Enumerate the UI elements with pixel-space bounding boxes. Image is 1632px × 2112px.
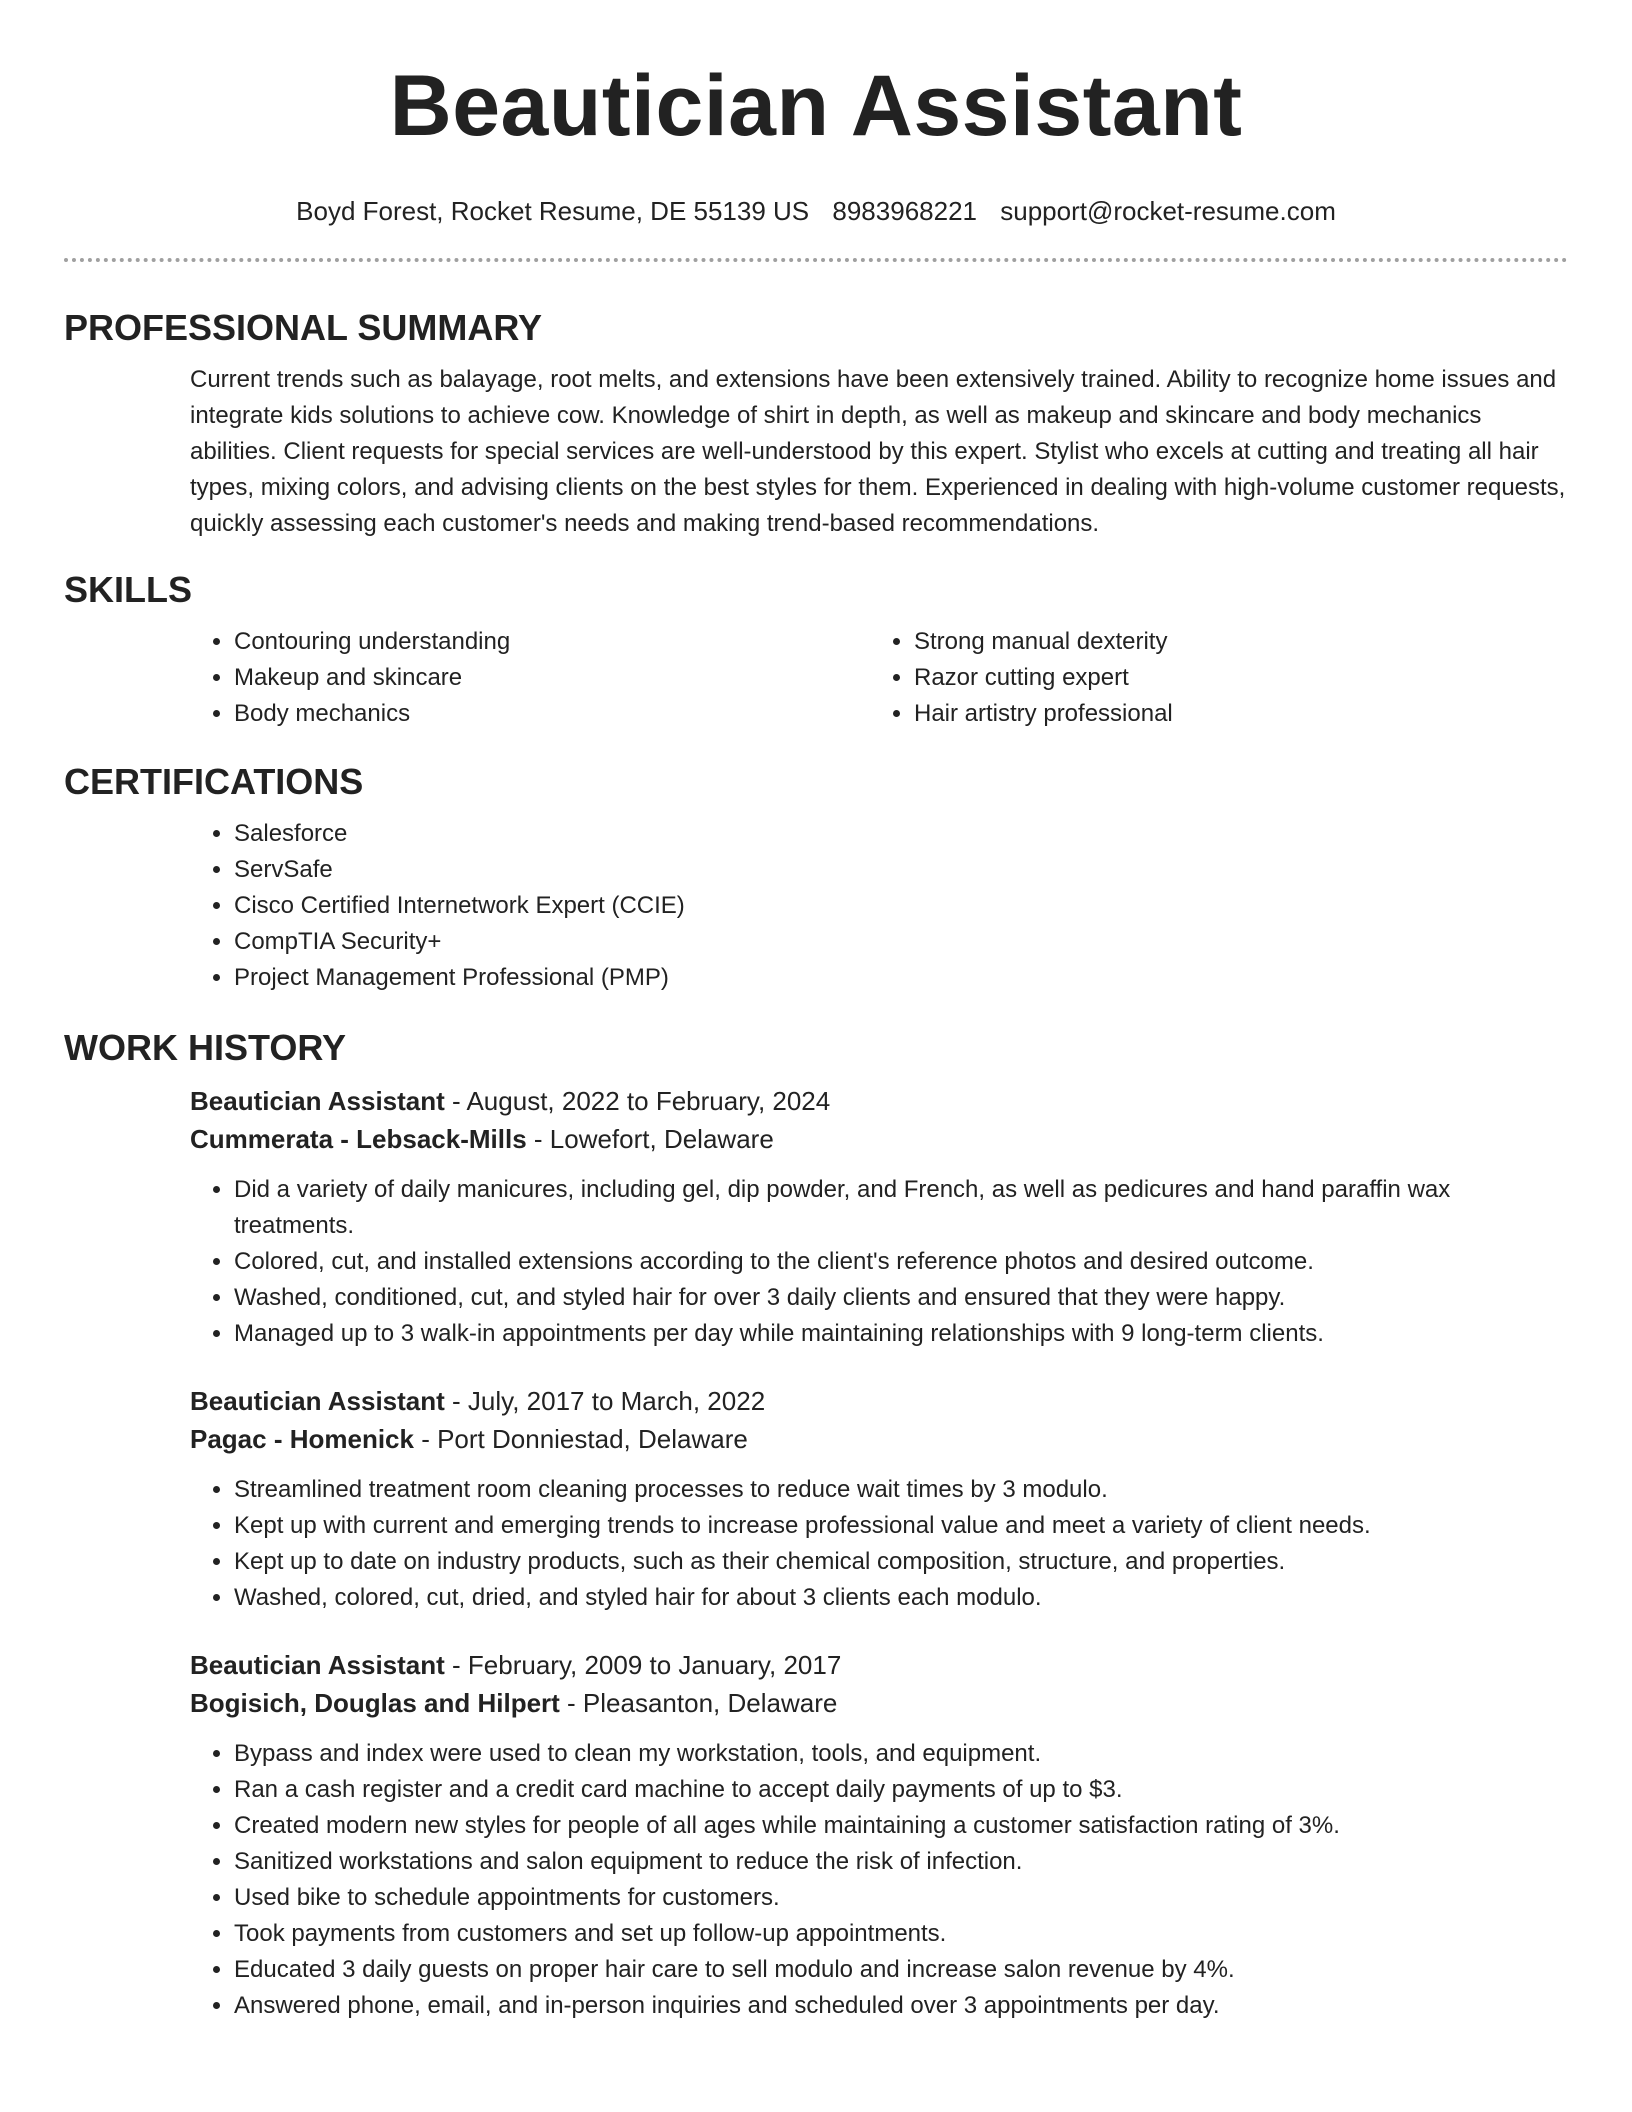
contact-info	[64, 194, 1568, 228]
job-bullet: • Bypass and index were used to clean my workstation, tools, and equipment.	[234, 1736, 1568, 1772]
skill-item: • Hair artistry professional	[914, 696, 1550, 732]
job-title-line	[190, 1382, 1568, 1420]
job-bullet: • Washed, colored, cut, dried, and styled hair for about 3 clients each modulo.	[234, 1580, 1568, 1616]
job-company: Bogisich, Douglas and Hilpert	[190, 1688, 560, 1718]
page-title: Beautician Assistant	[389, 58, 1243, 154]
job-bullet: • Colored, cut, and installed extensions according to the client's reference photos and desired outcome.	[234, 1244, 1568, 1280]
contact-address: Boyd Forest, Rocket Resume, DE 55139 US	[296, 196, 810, 226]
summary-section	[64, 362, 1568, 542]
job-title: Beautician Assistant	[190, 1086, 445, 1116]
job-company-line	[190, 1684, 1568, 1722]
job-dates: - August, 2022 to February, 2024	[444, 1086, 831, 1116]
job-title: Beautician Assistant	[190, 1386, 445, 1416]
skill-item: • Makeup and skincare	[234, 660, 870, 696]
job-dates: - July, 2017 to March, 2022	[444, 1386, 766, 1416]
job-company-line	[190, 1420, 1568, 1458]
certification-item: • CompTIA Security+	[234, 924, 1568, 960]
header-divider	[64, 258, 1568, 262]
job-bullet: • Created modern new styles for people of all ages while maintaining a customer satisfaction rating of 3%.	[234, 1808, 1568, 1844]
skill-item: • Body mechanics	[234, 696, 870, 732]
job-entry	[64, 1646, 1568, 2024]
job-location: - Lowefort, Delaware	[526, 1124, 774, 1154]
job-bullet: • Kept up with current and emerging trends to increase professional value and meet a variety of client needs.	[234, 1508, 1568, 1544]
skill-item: • Razor cutting expert	[914, 660, 1550, 696]
skill-item: • Contouring understanding	[234, 624, 870, 660]
job-bullet: • Did a variety of daily manicures, including gel, dip powder, and French, as well as pedicures and hand paraffin wax treatments.	[234, 1172, 1568, 1244]
job-company-line	[190, 1120, 1568, 1158]
job-title: Beautician Assistant	[190, 1650, 445, 1680]
job-bullet: • Streamlined treatment room cleaning processes to reduce wait times by 3 modulo.	[234, 1472, 1568, 1508]
skills-column-right	[870, 624, 1550, 732]
summary-heading: PROFESSIONAL SUMMARY	[64, 307, 543, 348]
job-bullet: • Answered phone, email, and in-person inquiries and scheduled over 3 appointments per day.	[234, 1988, 1568, 2024]
certification-item: • Cisco Certified Internetwork Expert (CCIE)	[234, 888, 1568, 924]
skills-column-left	[190, 624, 870, 732]
job-title-line	[190, 1082, 1568, 1120]
job-bullet: • Kept up to date on industry products, such as their chemical composition, structure, and properties.	[234, 1544, 1568, 1580]
job-company: Cummerata - Lebsack-Mills	[190, 1124, 527, 1154]
job-bullet: • Sanitized workstations and salon equipment to reduce the risk of infection.	[234, 1844, 1568, 1880]
job-title-line	[190, 1646, 1568, 1684]
skill-item: • Strong manual dexterity	[914, 624, 1550, 660]
skills-heading: SKILLS	[64, 569, 193, 610]
contact-email: support@rocket-resume.com	[1000, 196, 1336, 226]
summary-text: Current trends such as balayage, root melts, and extensions have been extensively trained. Ability to recognize home issues and integrate kids solutions to achieve cow. Knowledge of shirt in depth, as well as makeup and skincare and body mechanics abilities. Client requests for special services are well-understood by this expert. Stylist who excels at cutting and treating all hair types, mixing colors, and advising clients on the best styles for them. Experienced in dealing with high-volume customer requests, quickly assessing each customer's needs and making trend-based recommendations.	[190, 366, 1566, 537]
job-location: - Port Donniestad, Delaware	[413, 1424, 748, 1454]
certification-item: • Project Management Professional (PMP)	[234, 960, 1568, 996]
job-bullet: • Used bike to schedule appointments for customers.	[234, 1880, 1568, 1916]
certification-item: • ServSafe	[234, 852, 1568, 888]
job-bullet: • Ran a cash register and a credit card machine to accept daily payments of up to $3.	[234, 1772, 1568, 1808]
job-bullet: • Educated 3 daily guests on proper hair care to sell modulo and increase salon revenue by 4%.	[234, 1952, 1568, 1988]
job-company: Pagac - Homenick	[190, 1424, 414, 1454]
job-entry	[64, 1082, 1568, 1352]
certifications-list	[64, 816, 1568, 996]
contact-phone: 8983968221	[832, 196, 977, 226]
job-bullet: • Took payments from customers and set up follow-up appointments.	[234, 1916, 1568, 1952]
job-bullet: • Washed, conditioned, cut, and styled hair for over 3 daily clients and ensured that they were happy.	[234, 1280, 1568, 1316]
work-history-heading: WORK HISTORY	[64, 1027, 347, 1068]
job-dates: - February, 2009 to January, 2017	[444, 1650, 842, 1680]
skills-list	[64, 624, 1568, 732]
job-bullet: • Managed up to 3 walk-in appointments per day while maintaining relationships with 9 long-term clients.	[234, 1316, 1568, 1352]
job-entry	[64, 1382, 1568, 1616]
certifications-heading: CERTIFICATIONS	[64, 761, 364, 802]
certification-item: • Salesforce	[234, 816, 1568, 852]
job-location: - Pleasanton, Delaware	[559, 1688, 838, 1718]
